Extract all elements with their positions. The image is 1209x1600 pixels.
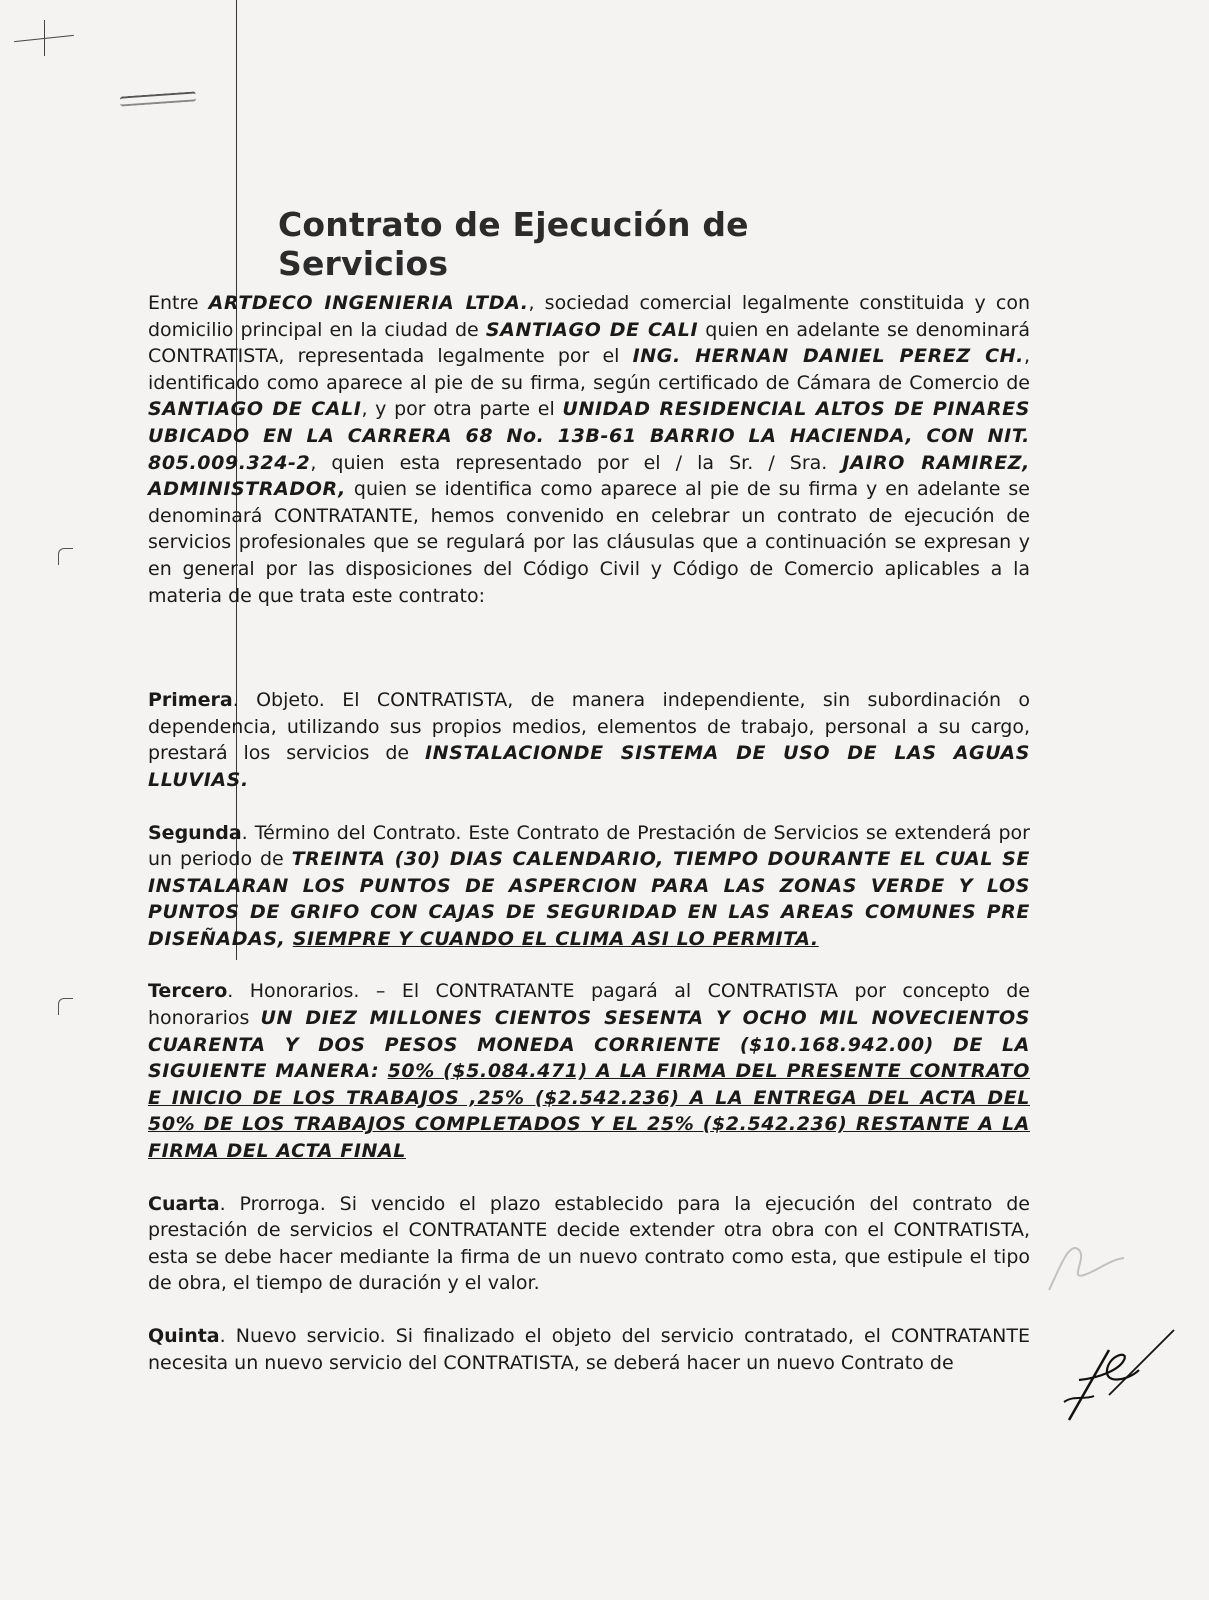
clause-heading: Tercero xyxy=(148,980,228,1003)
service-description: INSTALACIONDE SISTEMA DE USO DE LAS AGUAS LLUVIAS. xyxy=(148,742,1030,791)
clause-heading: Primera xyxy=(148,689,233,712)
clause-heading: Cuarta xyxy=(148,1192,220,1215)
contractor-name: ARTDECO INGENIERIA LTDA. xyxy=(208,292,529,314)
clause-cuarta: Cuarta. Prorroga. Si vencido el plazo establecido para la ejecución del contrato de prestación de servicios el CONTRATANTE decide extender otra obra con el CONTRATISTA, esta se debe hacer mediante la firma de un nuevo contrato como esta, que estipule el tipo de obra, el tiempo de duración y el valor. xyxy=(148,1192,1030,1295)
city-name: SANTIAGO DE CALI xyxy=(148,398,362,421)
clause-heading: Quinta xyxy=(148,1325,220,1347)
clause-segunda: Segunda. Término del Contrato. Este Contrato de Prestación de Servicios se extenderá por un periodo de TREINTA (30) DIAS CALENDARIO, TIEMPO DOURANTE EL CUAL SE INSTALARAN LOS PUNTOS DE ASPERCION PARA LAS ZONAS VERDE Y LOS PUNTOS DE GRIFO CON CAJAS DE SEGURIDAD EN LAS AREAS COMUNES PRE DISEÑADAS, SIEMPRE Y CUANDO EL CLIMA ASI LO PERMITA. xyxy=(148,821,1030,950)
document-title: Contrato de Ejecución de Servicios xyxy=(278,205,749,283)
staple xyxy=(120,91,197,106)
payment-terms: 50% ($5.084.471) A LA FIRMA DEL PRESENTE CONTRATO E INICIO DE LOS TRABAJOS ,25% ($2.542.236) A LA ENTREGA DEL ACTA DEL 50% DE LOS TRABAJOS COMPLETADOS Y EL 25% ($2.542.236) RESTANTE A LA FIRMA DEL ACTA FINAL xyxy=(148,1060,1030,1163)
fee-amount: UN DIEZ MILLONES CIENTOS SESENTA Y OCHO MIL NOVECIENTOS CUARENTA Y DOS PESOS MONEDA CORRIENTE ($10.168.942.00) DE LA SIGUIENTE MANERA: xyxy=(148,1007,1030,1083)
client-name: UNIDAD RESIDENCIAL ALTOS DE PINARES UBICADO EN LA CARRERA 68 No. 13B-61 BARRIO LA HACIENDA, CON NIT. 805.009.324-2 xyxy=(148,398,1030,474)
contract-term-condition: SIEMPRE Y CUANDO EL CLIMA ASI LO PERMITA. xyxy=(292,927,819,950)
punch-hole-mark xyxy=(58,998,73,1015)
representative-name: ING. HERNAN DANIEL PEREZ CH. xyxy=(632,345,1024,368)
administrator-name: JAIRO RAMIREZ, ADMINISTRADOR, xyxy=(148,451,1030,501)
intro-paragraph: Entre ARTDECO INGENIERIA LTDA., sociedad comercial legalmente constituida y con domicilio principal en la ciudad de SANTIAGO DE CALI quien en adelante se denominará CONTRATISTA, representada legalmente por el ING. HERNAN DANIEL PEREZ CH., identificado como aparece al pie de su firma, según certificado de Cámara de Comercio de SANTIAGO DE CALI, y por otra parte el UNIDAD RESIDENCIAL ALTOS DE PINARES UBICADO EN LA CARRERA 68 No. 13B-61 BARRIO LA HACIENDA, CON NIT. 805.009.324-2, quien esta representado por el / la Sr. / Sra. JAIRO RAMIREZ, ADMINISTRADOR, quien se identifica como aparece al pie de su firma y en adelante se denominará CONTRATANTE, hemos convenido en celebrar un contrato de ejecución de servicios profesionales que se regulará por las cláusulas que a continuación se expresan y en general por las disposiciones del Código Civil y Código de Comercio aplicables a la materia de que trata este contrato: xyxy=(148,292,1030,607)
signature-bleed xyxy=(1039,1230,1129,1300)
contract-body xyxy=(148,290,1030,1402)
signature-initials xyxy=(1049,1310,1179,1430)
clause-quinta: Quinta. Nuevo servicio. Si finalizado el objeto del servicio contratado, el CONTRATANTE necesita un nuevo servicio del CONTRATISTA, se deberá hacer un nuevo Contrato de xyxy=(148,1325,1030,1374)
clause-primera: Primera. Objeto. El CONTRATISTA, de manera independiente, sin subordinación o dependencia, utilizando sus propios medios, elementos de trabajo, personal a su cargo, prestará los servicios de INSTALACIONDE SISTEMA DE USO DE LAS AGUAS LLUVIAS. xyxy=(148,689,1030,791)
city-name: SANTIAGO DE CALI xyxy=(485,318,699,341)
punch-hole-mark xyxy=(58,548,73,565)
clause-tercero: Tercero. Honorarios. – El CONTRATANTE pagará al CONTRATISTA por concepto de honorarios UN DIEZ MILLONES CIENTOS SESENTA Y OCHO MIL NOVECIENTOS CUARENTA Y DOS PESOS MONEDA CORRIENTE ($10.168.942.00) DE LA SIGUIENTE MANERA: 50% ($5.084.471) A LA FIRMA DEL PRESENTE CONTRATO E INICIO DE LOS TRABAJOS ,25% ($2.542.236) A LA ENTREGA DEL ACTA DEL 50% DE LOS TRABAJOS COMPLETADOS Y EL 25% ($2.542.236) RESTANTE A LA FIRMA DEL ACTA FINAL xyxy=(148,980,1030,1163)
contract-term: TREINTA (30) DIAS CALENDARIO, TIEMPO DOURANTE EL CUAL SE INSTALARAN LOS PUNTOS DE ASPERCION PARA LAS ZONAS VERDE Y LOS PUNTOS DE GRIFO CON CAJAS DE SEGURIDAD EN LAS AREAS COMUNES PRE DISEÑADAS, xyxy=(148,848,1030,950)
pen-mark xyxy=(44,20,45,56)
clause-heading: Segunda xyxy=(148,821,242,844)
